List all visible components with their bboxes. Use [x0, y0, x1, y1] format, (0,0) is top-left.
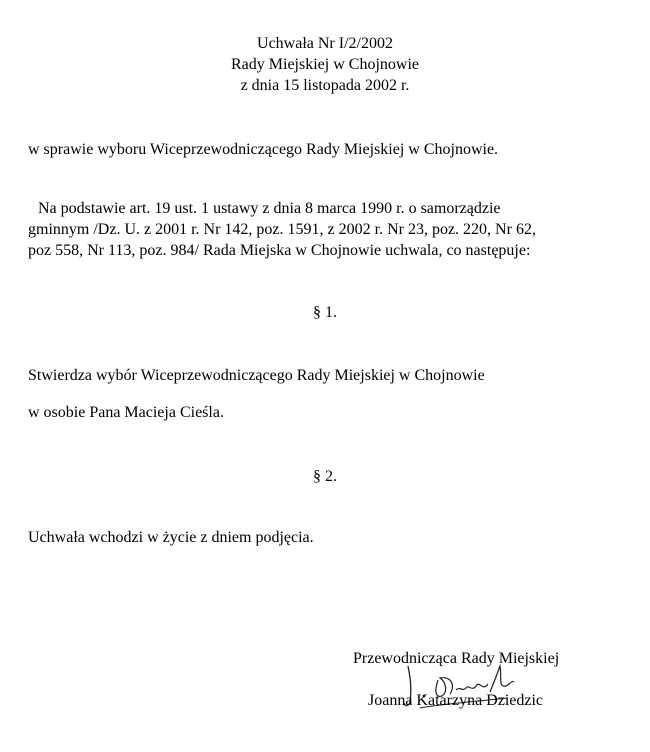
- signatory-role: Przewodnicząca Rady Miejskiej: [353, 650, 560, 667]
- legal-basis-line-1: Na podstawie art. 19 ust. 1 ustawy z dnia 8 marca 1990 r. o samorządzie: [38, 200, 501, 217]
- signatory-name: Joanna Katarzyna Dziedzic: [368, 692, 544, 709]
- council-name: Rady Miejskiej w Chojnowie: [231, 56, 419, 73]
- section-1-text-line-1: Stwierdza wybór Wiceprzewodniczącego Rady Miejskiej w Chojnowie: [28, 367, 485, 384]
- legal-basis-line-2: gminnym /Dz. U. z 2001 r. Nr 142, poz. 1591, z 2002 r. Nr 23, poz. 220, Nr 62,: [28, 221, 536, 238]
- resolution-subject: w sprawie wyboru Wiceprzewodniczącego Rady Miejskiej w Chojnowie.: [28, 141, 499, 158]
- section-2-text: Uchwała wchodzi w życie z dniem podjęcia.: [28, 529, 314, 546]
- section-2-heading: § 2.: [313, 468, 337, 485]
- resolution-number: Uchwała Nr I/2/2002: [257, 35, 393, 52]
- section-1-heading: § 1.: [313, 304, 337, 321]
- section-1-text-line-2: w osobie Pana Macieja Cieśla.: [28, 404, 224, 421]
- resolution-date: z dnia 15 listopada 2002 r.: [240, 77, 410, 94]
- legal-basis-line-3: poz 558, Nr 113, poz. 984/ Rada Miejska w Chojnowie uchwala, co następuje:: [28, 242, 531, 259]
